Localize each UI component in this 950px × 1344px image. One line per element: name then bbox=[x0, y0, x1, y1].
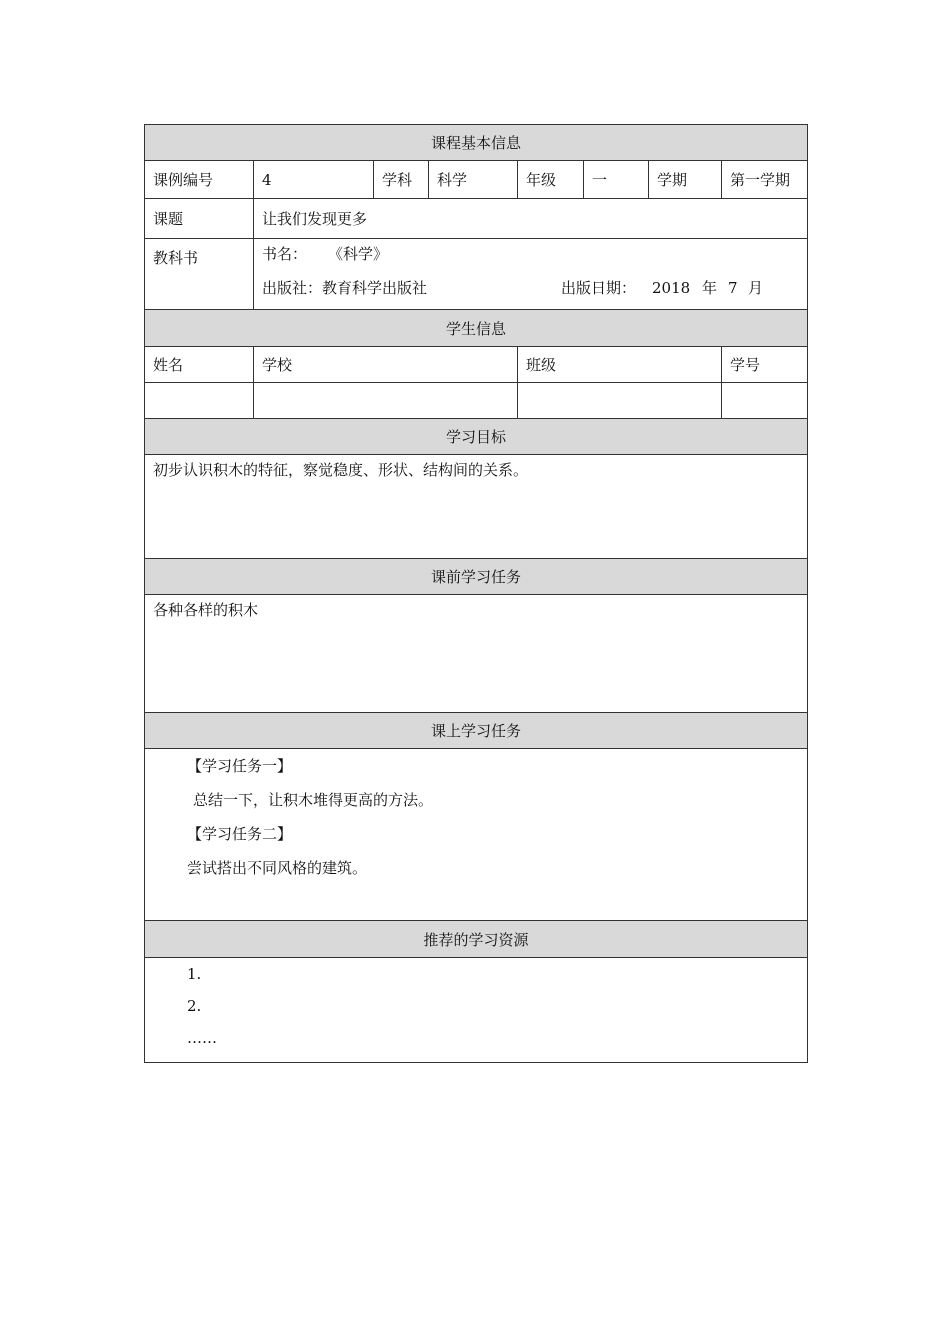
case-no-label: 课例编号 bbox=[145, 161, 254, 199]
task2-text: 尝试搭出不同风格的建筑。 bbox=[187, 859, 368, 877]
class-label: 班级 bbox=[518, 347, 722, 383]
goals-header: 学习目标 bbox=[145, 419, 808, 455]
pub-date-label: 出版日期： bbox=[561, 279, 637, 297]
resource-item-2: 2. bbox=[187, 997, 202, 1015]
resources-body bbox=[145, 958, 808, 1063]
task1-title: 【学习任务一】 bbox=[187, 757, 293, 775]
month-unit: 月 bbox=[748, 279, 764, 297]
pre-tasks-header: 课前学习任务 bbox=[145, 559, 808, 595]
textbook-label: 教科书 bbox=[145, 239, 254, 310]
resource-item-1: 1. bbox=[187, 965, 202, 983]
school-field[interactable] bbox=[254, 383, 518, 419]
student-name-label: 姓名 bbox=[145, 347, 254, 383]
student-name-field[interactable] bbox=[145, 383, 254, 419]
lesson-table bbox=[144, 124, 808, 1063]
subject-value: 科学 bbox=[429, 161, 518, 199]
pub-month: 7 bbox=[728, 279, 738, 297]
book-name-label: 书名： bbox=[262, 245, 308, 263]
pub-year: 2018 bbox=[652, 279, 691, 297]
lesson-form bbox=[144, 124, 807, 1063]
student-id-label: 学号 bbox=[722, 347, 808, 383]
subject-label: 学科 bbox=[374, 161, 429, 199]
grade-value: 一 bbox=[584, 161, 649, 199]
resources-header: 推荐的学习资源 bbox=[145, 921, 808, 958]
goals-text: 初步认识积木的特征，察觉稳度、形状、结构间的关系。 bbox=[145, 455, 808, 559]
student-id-field[interactable] bbox=[722, 383, 808, 419]
class-field[interactable] bbox=[518, 383, 722, 419]
textbook-details bbox=[254, 239, 808, 310]
publisher-value: 教育科学出版社 bbox=[322, 279, 428, 297]
student-info-header: 学生信息 bbox=[145, 310, 808, 347]
class-tasks-header: 课上学习任务 bbox=[145, 713, 808, 749]
course-info-header: 课程基本信息 bbox=[145, 125, 808, 161]
book-name-value: 《科学》 bbox=[328, 245, 389, 263]
school-label: 学校 bbox=[254, 347, 518, 383]
class-tasks-body bbox=[145, 749, 808, 921]
term-label: 学期 bbox=[649, 161, 722, 199]
book-name-line bbox=[262, 241, 799, 267]
task1-text: 总结一下，让积木堆得更高的方法。 bbox=[193, 791, 434, 809]
topic-value: 让我们发现更多 bbox=[254, 199, 808, 239]
term-value: 第一学期 bbox=[722, 161, 808, 199]
publisher-label: 出版社： bbox=[262, 279, 323, 297]
resource-more: …… bbox=[187, 1029, 217, 1047]
year-unit: 年 bbox=[702, 279, 718, 297]
topic-label: 课题 bbox=[145, 199, 254, 239]
grade-label: 年级 bbox=[518, 161, 584, 199]
case-no-value: 4 bbox=[254, 161, 374, 199]
pre-tasks-text: 各种各样的积木 bbox=[145, 595, 808, 713]
task2-title: 【学习任务二】 bbox=[187, 825, 293, 843]
publisher-line bbox=[262, 275, 799, 301]
